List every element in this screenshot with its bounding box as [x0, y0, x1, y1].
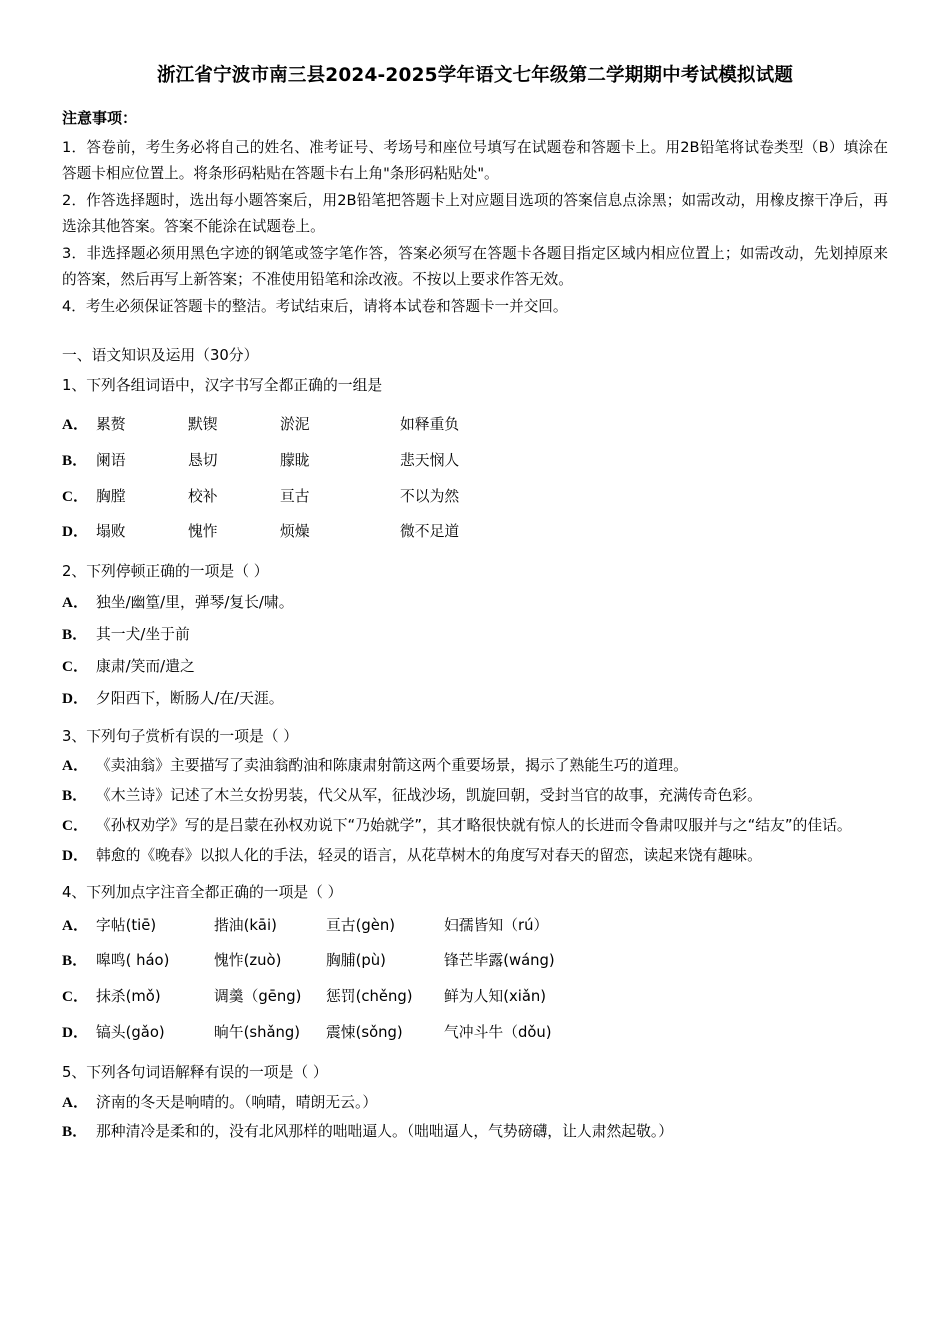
choice-label: B．	[62, 787, 88, 805]
question-text: 下列加点字注音全都正确的一项是（ ）	[86, 883, 343, 901]
question-number: 5、	[62, 1063, 87, 1081]
choice-cell: 愧怍(zuò)	[214, 952, 282, 970]
choice-cell: 字帖(tiē)	[96, 916, 157, 934]
choice-text: 韩愈的《晚春》以拟人化的手法，轻灵的语言，从花草树木的角度写对春天的留恋，读起来饶有趣味。	[96, 846, 762, 864]
choice-line[interactable]	[62, 1088, 888, 1118]
choice-line[interactable]	[62, 751, 888, 781]
notice-heading: 注意事项：	[62, 108, 138, 127]
choice-row[interactable]	[62, 1015, 888, 1051]
choice-text: 《木兰诗》记述了木兰女扮男装，代父从军，征战沙场，凯旋回朝，受封当官的故事，充满传奇色彩。	[96, 787, 762, 805]
choice-row[interactable]	[62, 514, 888, 550]
choice-label: A．	[62, 1093, 89, 1111]
choice-cell: 气冲斗牛（dǒu)	[444, 1023, 552, 1041]
choice-line[interactable]	[62, 651, 888, 683]
choice-cell: 镐头(gǎo)	[96, 1023, 165, 1041]
choice-cell: 惩罚(chěng)	[326, 988, 413, 1006]
choice-line[interactable]	[62, 683, 888, 715]
choice-cell: 默锲	[188, 415, 218, 433]
choice-cell: 悲天悯人	[400, 451, 460, 469]
choice-line[interactable]	[62, 1117, 888, 1147]
choice-cell: 揩油(kāi)	[214, 916, 277, 934]
choice-label: C．	[62, 817, 89, 835]
question-number: 4、	[62, 883, 87, 901]
choice-cell: 震悚(sǒng)	[326, 1023, 403, 1041]
choice-text: 那种清冷是柔和的，没有北风那样的咄咄逼人。（咄咄逼人，气势磅礴，让人肃然起敬。）	[96, 1123, 674, 1141]
choice-cell: 校补	[188, 487, 218, 505]
question-stem	[62, 879, 888, 908]
question-text: 下列各组词语中，汉字书写全都正确的一组是	[86, 377, 383, 395]
choice-cell: 不以为然	[400, 487, 460, 505]
question-stem	[62, 558, 888, 587]
choice-cell: 微不足道	[400, 523, 460, 541]
choice-line[interactable]	[62, 811, 888, 841]
question-text: 下列停顿正确的一项是（ ）	[86, 563, 269, 581]
choice-line[interactable]	[62, 781, 888, 811]
choice-row[interactable]	[62, 443, 888, 479]
question-stem	[62, 372, 888, 401]
choice-cell: 阑语	[96, 451, 126, 469]
choice-label: B．	[62, 625, 88, 643]
choice-text: 《孙权劝学》写的是吕蒙在孙权劝说下“乃始就学”，其才略很快就有惊人的长进而令鲁肃叹服并与之“结友”的佳话。	[96, 817, 852, 835]
choice-cell: 鲜为人知(xiǎn)	[444, 988, 547, 1006]
choice-cell: 胸膛	[96, 487, 126, 505]
choice-label: D．	[62, 846, 89, 864]
choice-text: 康肃/笑而/遣之	[96, 657, 195, 675]
choice-text: 济南的冬天是响晴的。（响晴，晴朗无云。）	[96, 1093, 378, 1111]
choice-label: A．	[62, 916, 89, 934]
choice-row[interactable]	[62, 908, 888, 944]
choice-text: 《卖油翁》主要描写了卖油翁酌油和陈康肃射箭这两个重要场景，揭示了熟能生巧的道理。	[96, 757, 688, 775]
choice-text: 其一犬/坐于前	[96, 625, 190, 643]
choice-label: D．	[62, 523, 89, 541]
choice-cell: 亘古(gèn)	[326, 916, 396, 934]
choice-label: C．	[62, 487, 89, 505]
choice-cell: 抹杀(mǒ)	[96, 988, 161, 1006]
choice-cell: 嗥鸣( háo)	[96, 952, 170, 970]
choice-cell: 亘古	[280, 487, 310, 505]
notice-item: 2．作答选择题时，选出每小题答案后，用2B铅笔把答题卡上对应题目选项的答案信息点涂黑；如需改动，用橡皮擦干净后，再选涂其他答案。答案不能涂在试题卷上。	[62, 192, 888, 236]
section-title: 一、语文知识及运用（30分）	[62, 347, 259, 365]
choice-cell: 调羹（gēng)	[214, 988, 302, 1006]
choice-cell: 累赘	[96, 415, 126, 433]
choice-label: A．	[62, 415, 89, 433]
question-stem	[62, 1059, 888, 1088]
choice-cell: 胸脯(pù)	[326, 952, 386, 970]
choice-label: A．	[62, 593, 89, 611]
question-number: 2、	[62, 563, 87, 581]
notice-item: 4．考生必须保证答题卡的整洁。考试结束后，请将本试卷和答题卡一并交回。	[62, 298, 568, 316]
choice-cell: 锋芒毕露(wáng)	[444, 952, 555, 970]
choice-cell: 朦眬	[280, 451, 310, 469]
choice-label: D．	[62, 1023, 89, 1041]
choice-cell: 晌午(shǎng)	[214, 1023, 301, 1041]
choice-cell: 妇孺皆知（rú）	[444, 916, 549, 934]
choice-label: B．	[62, 952, 88, 970]
choice-label: B．	[62, 1123, 88, 1141]
choice-text: 夕阳西下，断肠人/在/天涯。	[96, 689, 284, 707]
choice-cell: 塌败	[96, 523, 126, 541]
question-number: 3、	[62, 727, 87, 745]
choice-cell: 烦燥	[280, 523, 310, 541]
choice-cell: 愧怍	[188, 523, 218, 541]
choice-cell: 淤泥	[280, 415, 310, 433]
question-text: 下列各句词语解释有误的一项是（ ）	[86, 1063, 328, 1081]
choice-line[interactable]	[62, 841, 888, 871]
choice-row[interactable]	[62, 407, 888, 443]
choice-text: 独坐/幽篁/里，弹琴/复长/啸。	[96, 593, 294, 611]
choice-label: B．	[62, 451, 88, 469]
question-stem	[62, 723, 888, 752]
choice-label: C．	[62, 657, 89, 675]
choice-line[interactable]	[62, 587, 888, 619]
notice-item: 3．非选择题必须用黑色字迹的钢笔或签字笔作答，答案必须写在答题卡各题目指定区域内相应位置上；如需改动，先划掉原来的答案，然后再写上新答案；不准使用铅笔和涂改液。不按以上要求作答无效。	[62, 245, 888, 289]
choice-row[interactable]	[62, 979, 888, 1015]
choice-label: A．	[62, 757, 89, 775]
page-title: 浙江省宁波市南三县2024-2025学年语文七年级第二学期期中考试模拟试题	[156, 65, 794, 86]
choice-cell: 如释重负	[400, 415, 460, 433]
choice-cell: 恳切	[188, 451, 218, 469]
choice-label: D．	[62, 689, 89, 707]
choice-row[interactable]	[62, 943, 888, 979]
question-number: 1、	[62, 377, 87, 395]
notice-item: 1．答卷前，考生务必将自己的姓名、准考证号、考场号和座位号填写在试题卷和答题卡上。用2B铅笔将试卷类型（B）填涂在答题卡相应位置上。将条形码粘贴在答题卡右上角"条形码粘贴处"。	[62, 139, 888, 183]
choice-row[interactable]	[62, 479, 888, 515]
question-text: 下列句子赏析有误的一项是（ ）	[86, 727, 299, 745]
choice-label: C．	[62, 988, 89, 1006]
choice-line[interactable]	[62, 619, 888, 651]
